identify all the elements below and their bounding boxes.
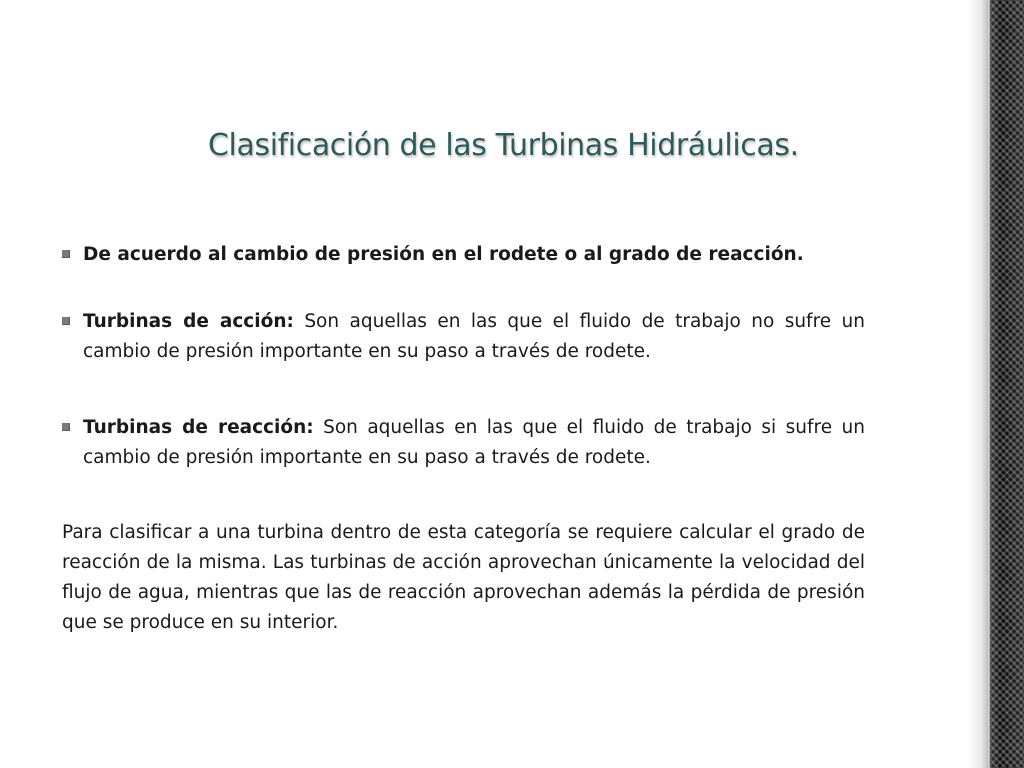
side-shadow (968, 0, 990, 768)
bullet-text: Son aquellas en las que el fluido de trabajo si sufre un cambio de presión importante en su paso a través de rodete. (83, 417, 866, 468)
square-bullet-icon (62, 423, 70, 431)
square-bullet-icon (62, 250, 70, 258)
decorative-side-strip (990, 0, 1024, 768)
bullet-text: Son aquellas en las que el fluido de trabajo no sufre un cambio de presión importante en su paso a través de rodete. (83, 311, 866, 362)
bullet-bold-text: De acuerdo al cambio de presión en el rodete o al grado de reacción. (83, 244, 804, 265)
bullet-bold-text: Turbinas de acción: (83, 311, 294, 332)
slide-content (62, 240, 865, 638)
bullet-item (62, 307, 865, 367)
body-paragraph: Para clasificar a una turbina dentro de esta categoría se requiere calcular el grado de reacción de la misma. Las turbinas de acción aprovechan únicamente la velocidad del flujo de agua, mientras que las de reacción aprovechan además la pérdida de presión que se produce en su interior. (62, 522, 865, 633)
square-bullet-icon (62, 317, 70, 325)
bullet-item (62, 413, 865, 473)
bullet-bold-text: Turbinas de reacción: (83, 417, 314, 438)
slide-title: Clasificación de las Turbinas Hidráulicas. (208, 128, 799, 163)
bullet-item (62, 240, 865, 270)
